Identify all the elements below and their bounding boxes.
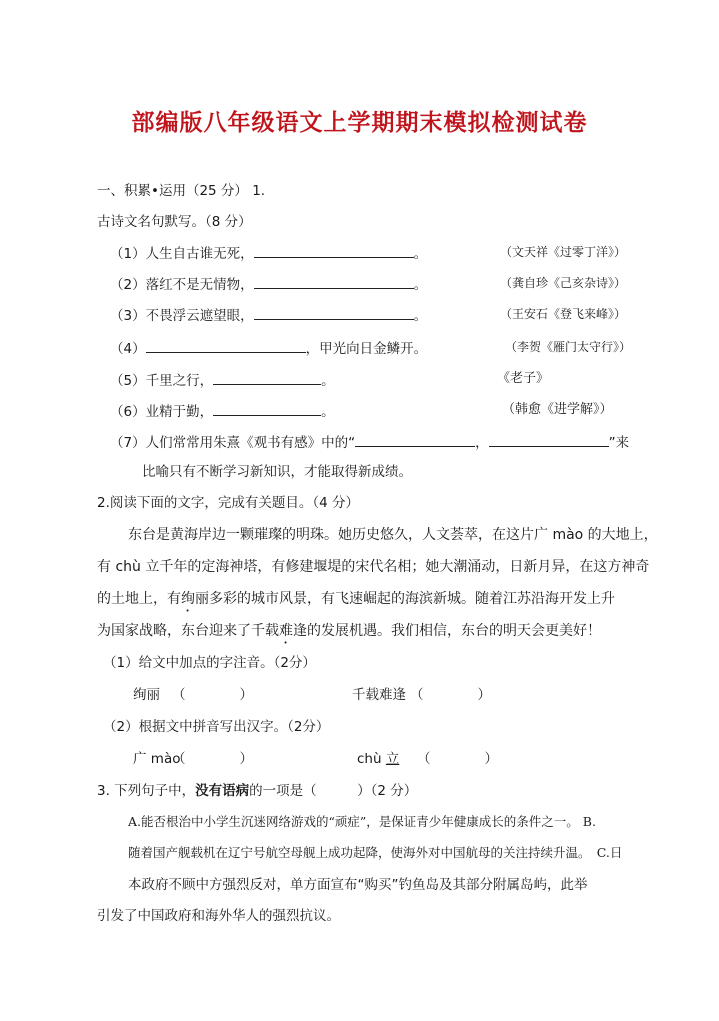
question-text: 的一项是（ ）（2 分） bbox=[249, 783, 418, 799]
source-label: 《老子》 bbox=[497, 371, 550, 386]
recite-item-2 bbox=[110, 274, 427, 294]
passage-line: 东台是黄海岸边一颗璀璨的明珠。她历史悠久，人文荟萃，在这片广 mào 的大地上， bbox=[128, 527, 658, 543]
word-label: 千载难逢 bbox=[352, 687, 406, 703]
recite-item-5 bbox=[110, 370, 335, 390]
dotted-character: 绚 bbox=[181, 591, 195, 607]
section-heading: 一、积累•运用（25 分） 1. bbox=[97, 183, 266, 199]
item-number: （7） bbox=[110, 435, 146, 451]
item-text: 。 bbox=[321, 404, 335, 420]
word-label: 绚丽 bbox=[133, 687, 160, 703]
item-number: （2） bbox=[110, 277, 146, 293]
item-number: （1） bbox=[110, 246, 146, 262]
item-text: 不畏浮云遮望眼， bbox=[145, 308, 254, 324]
word-label bbox=[357, 750, 399, 768]
pinyin-text: chù bbox=[357, 751, 382, 767]
answer-parentheses[interactable]: （ ） bbox=[172, 751, 253, 767]
item-text: 。 bbox=[321, 373, 335, 389]
recite-item-6 bbox=[110, 401, 335, 421]
item-number: （3） bbox=[110, 308, 146, 324]
source-label: （王安石《登飞来峰》） bbox=[500, 307, 627, 321]
passage-text: 的土地上，有 bbox=[97, 591, 181, 607]
sub-question-2: （2）根据文中拼音写出汉字。（2分） bbox=[103, 719, 330, 735]
recite-item-4 bbox=[110, 338, 427, 358]
item-text: ”来 bbox=[608, 435, 630, 451]
answer-blank[interactable] bbox=[254, 243, 414, 258]
item-text: 。 bbox=[413, 308, 428, 324]
option-line: 本政府不顾中方强烈反对，单方面宣布“购买”钓鱼岛及其部分附属岛屿，此举 bbox=[128, 877, 588, 893]
answer-blank[interactable] bbox=[489, 432, 609, 447]
answer-blank[interactable] bbox=[254, 305, 414, 320]
answer-blank[interactable] bbox=[355, 432, 475, 447]
question-text: 3. 下列句子中， bbox=[97, 783, 196, 799]
question-1-intro: 古诗文名句默写。（8 分） bbox=[97, 214, 252, 230]
source-label: （韩愈《进学解》） bbox=[502, 402, 613, 417]
recite-item-7-line2: 比喻只有不断学习新知识，才能取得新成绩。 bbox=[142, 464, 412, 480]
item-text: 。 bbox=[413, 277, 428, 293]
answer-blank[interactable] bbox=[213, 401, 321, 416]
recite-item-7 bbox=[110, 432, 629, 452]
item-text: 人们常常用朱熹《观书有感》中的“ bbox=[145, 435, 356, 451]
word-label: 广 mào bbox=[133, 751, 181, 767]
item-text: ，甲光向日金鳞开。 bbox=[305, 341, 428, 357]
source-label: （文天祥《过零丁洋》） bbox=[500, 245, 627, 259]
passage-line bbox=[97, 590, 615, 615]
answer-parentheses[interactable]: （ ） bbox=[417, 751, 498, 767]
item-number: （4） bbox=[110, 341, 146, 357]
answer-blank[interactable] bbox=[146, 338, 306, 353]
source-label: （李贺《雁门太守行》） bbox=[505, 340, 632, 354]
option-line: A.能否根治中小学生沉迷网络游戏的“顽症”，是保证青少年健康成长的条件之一。 B. bbox=[128, 814, 596, 829]
answer-parentheses[interactable]: （ ） bbox=[410, 687, 491, 703]
item-text: ， bbox=[475, 435, 489, 451]
source-label: （龚自珍《己亥杂诗》） bbox=[500, 276, 627, 290]
question-emphasis: 没有语病 bbox=[195, 783, 250, 799]
question-2-heading: 2.阅读下面的文字，完成有关题目。（4 分） bbox=[97, 495, 360, 511]
answer-blank[interactable] bbox=[254, 274, 414, 289]
item-number: （5） bbox=[110, 373, 146, 389]
item-text: 。 bbox=[413, 246, 428, 262]
item-number: （6） bbox=[110, 404, 146, 420]
recite-item-1 bbox=[110, 243, 427, 263]
sub-question-1: （1）给文中加点的字注音。（2分） bbox=[103, 655, 316, 671]
dotted-character: 难 bbox=[279, 623, 293, 639]
underlined-character: 立 bbox=[385, 751, 400, 767]
item-text: 落红不是无情物， bbox=[145, 277, 254, 293]
passage-line bbox=[97, 622, 601, 647]
item-text: 业精于勤， bbox=[145, 404, 214, 420]
passage-text: 丽多彩的城市风景，有飞速崛起的海滨新城。随着江苏沿海开发上升 bbox=[195, 591, 615, 607]
recite-item-3 bbox=[110, 305, 427, 325]
answer-blank[interactable] bbox=[213, 370, 321, 385]
passage-text: 为国家战略，东台迎来了千载 bbox=[97, 623, 279, 639]
item-text: 人生自古谁无死， bbox=[145, 246, 254, 262]
option-line: 随着国产舰载机在辽宁号航空母舰上成功起降，使海外对中国航母的关注持续升温。 C.日 bbox=[128, 845, 623, 860]
page-title: 部编版八年级语文上学期期末模拟检测试卷 bbox=[131, 109, 588, 136]
question-3-heading bbox=[97, 782, 417, 800]
item-text: 千里之行， bbox=[145, 373, 214, 389]
passage-line: 有 chù 立千年的定海神塔，有修建堰堤的宋代名相；她大潮涌动，日新月异，在这方神奇 bbox=[97, 559, 650, 575]
option-line: 引发了中国政府和海外华人的强烈抗议。 bbox=[97, 908, 340, 924]
passage-text: 逢的发展机遇。我们相信，东台的明天会更美好！ bbox=[293, 623, 601, 639]
answer-parentheses[interactable]: （ ） bbox=[172, 687, 253, 703]
